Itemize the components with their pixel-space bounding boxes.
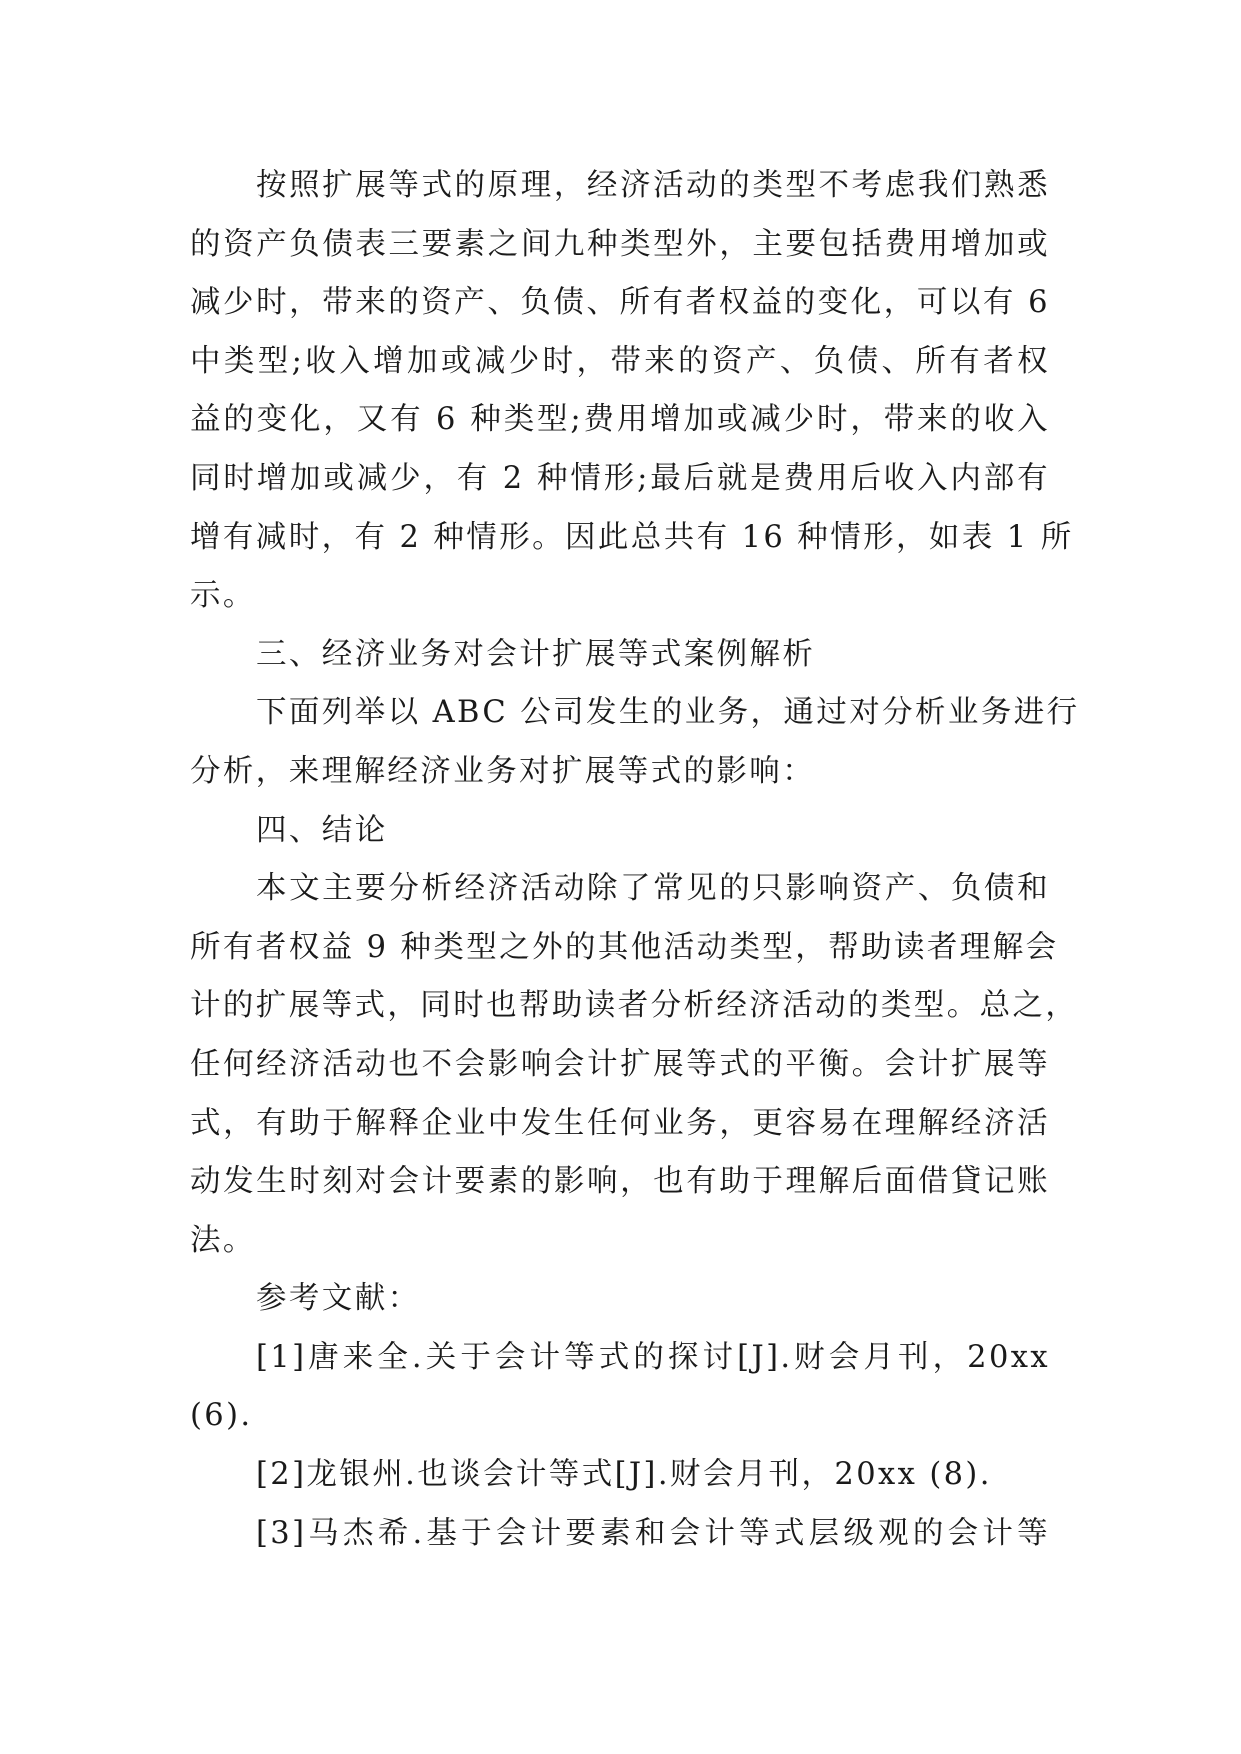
text-line: 同时增加或减少，有 2 种情形;最后就是费用后收入内部有: [190, 460, 1050, 496]
document-body: [190, 157, 1080, 1563]
text-line: 参考文献：: [256, 1281, 421, 1317]
text-line: 减少时，带来的资产、负债、所有者权益的变化，可以有 6: [190, 285, 1050, 321]
text-line: [1]唐来全.关于会计等式的探讨[J].财会月刊，20xx: [256, 1339, 1050, 1375]
text-line: 三、经济业务对会计扩展等式案例解析: [256, 636, 816, 672]
text-line: 法。: [190, 1222, 256, 1258]
text-line: 四、结论: [256, 812, 388, 848]
text-line: 按照扩展等式的原理，经济活动的类型不考虑我们熟悉: [256, 168, 1050, 203]
text-line: 式，有助于解释企业中发生任何业务，更容易在理解经济活: [190, 1105, 1050, 1141]
text-line: 中类型;收入增加或减少时，带来的资产、负债、所有者权: [190, 343, 1050, 379]
text-line: 的资产负债表三要素之间九种类型外，主要包括费用增加或: [190, 226, 1050, 262]
text-line: 计的扩展等式，同时也帮助读者分析经济活动的类型。总之，: [190, 988, 1079, 1024]
text-line: 增有减时，有 2 种情形。因此总共有 16 种情形，如表 1 所: [190, 519, 1074, 555]
text-line: 分析，来理解经济业务对扩展等式的影响：: [190, 753, 816, 789]
text-line: 示。: [190, 578, 256, 614]
text-line: 益的变化，又有 6 种类型;费用增加或减少时，带来的收入: [190, 402, 1050, 438]
text-line: 本文主要分析经济活动除了常见的只影响资产、负债和: [256, 871, 1050, 907]
text-line: 所有者权益 9 种类型之外的其他活动类型，帮助读者理解会: [190, 929, 1059, 965]
text-line: 动发生时刻对会计要素的影响，也有助于理解后面借貸记账: [190, 1164, 1050, 1200]
text-line: 下面列举以 ABC 公司发生的业务，通过对分析业务进行: [256, 695, 1080, 731]
text-line: [3]马杰希.基于会计要素和会计等式层级观的会计等: [256, 1515, 1050, 1551]
text-line: 任何经济活动也不会影响会计扩展等式的平衡。会计扩展等: [190, 1046, 1050, 1082]
text-line: (6).: [190, 1398, 253, 1434]
text-line: [2]龙银州.也谈会计等式[J].财会月刊，20xx (8).: [256, 1457, 992, 1493]
